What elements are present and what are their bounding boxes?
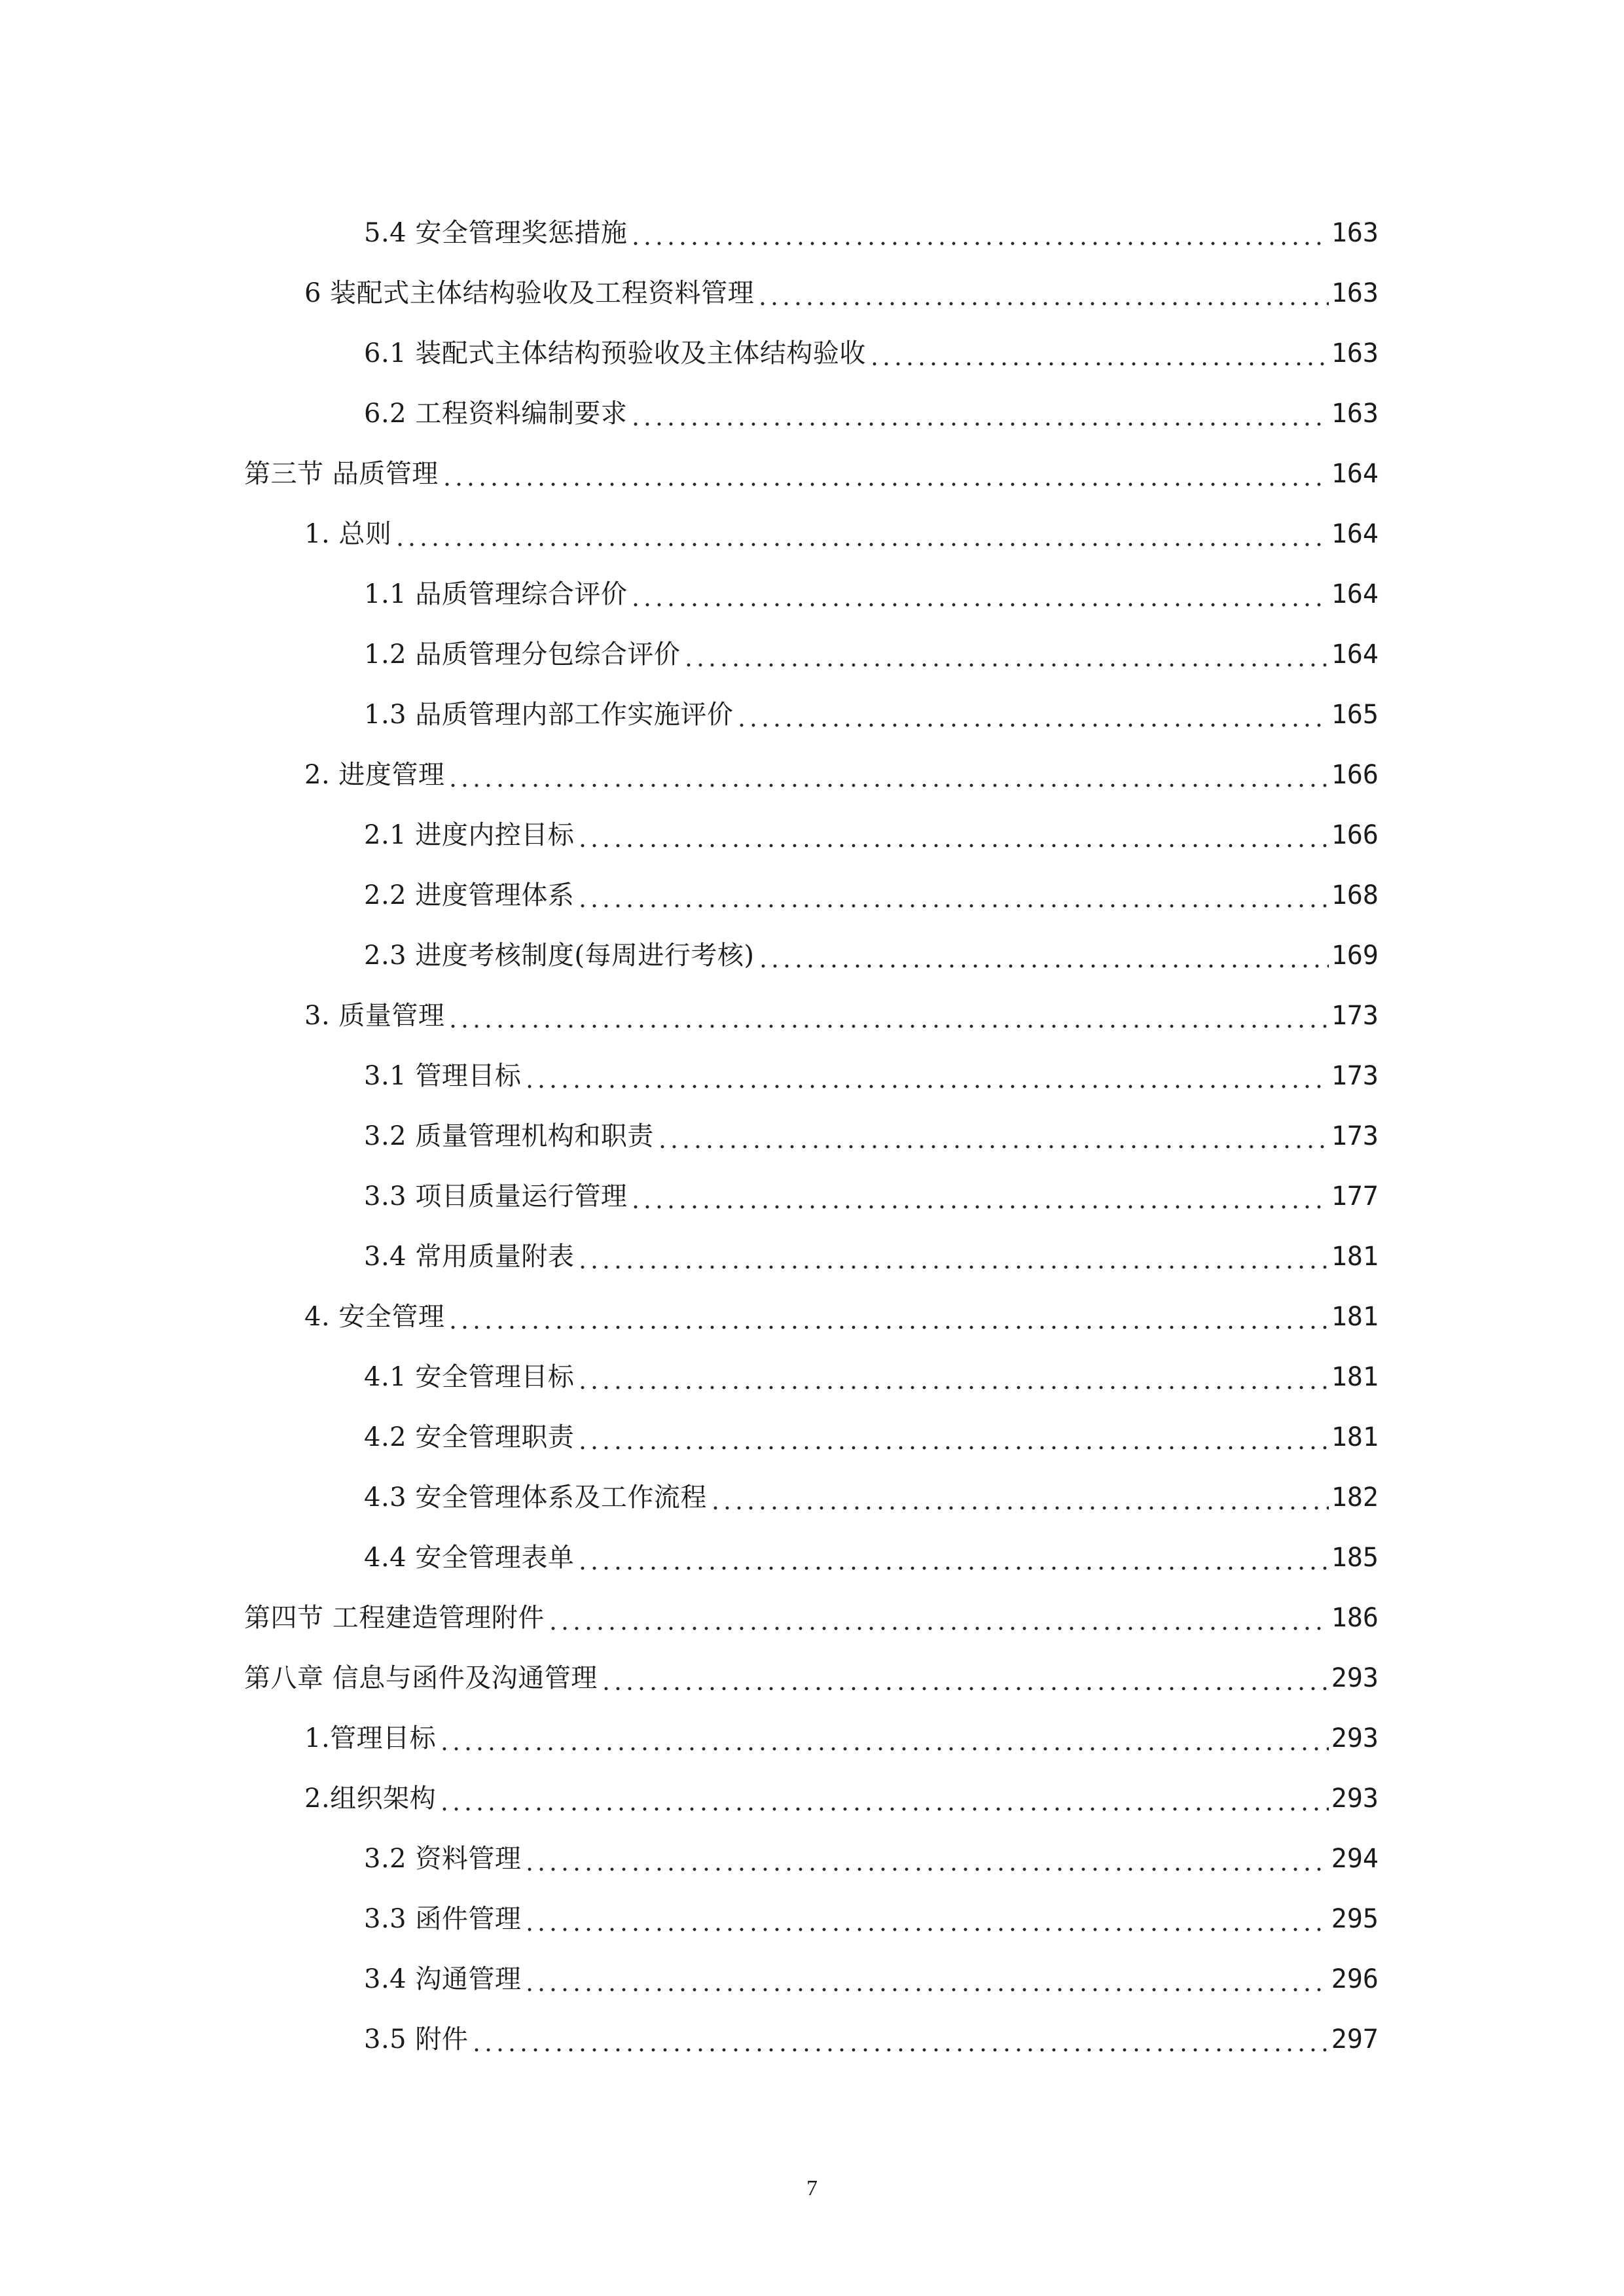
toc-entry-label: 3. 质量管理: [304, 1001, 445, 1031]
toc-entry-label: 2. 进度管理: [304, 760, 445, 790]
toc-entry[interactable]: [0, 504, 1624, 564]
dot-leader: [630, 220, 1328, 246]
dot-leader: [577, 1244, 1328, 1270]
dot-leader: [394, 521, 1328, 547]
toc-entry[interactable]: [0, 1648, 1624, 1708]
dot-leader: [657, 1123, 1329, 1149]
toc-entry-label: 3.2 资料管理: [364, 1844, 522, 1874]
toc-entry-page: 164: [1331, 579, 1379, 609]
toc-entry-label: 4.1 安全管理目标: [364, 1362, 575, 1392]
toc-entry-page: 295: [1331, 1904, 1379, 1934]
toc-entry-label: 第三节 品质管理: [244, 459, 439, 489]
toc-entry-page: 181: [1331, 1242, 1379, 1272]
toc-entry[interactable]: [0, 865, 1624, 925]
dot-leader: [441, 461, 1329, 487]
toc-entry[interactable]: [0, 1768, 1624, 1829]
toc-entry-page: 181: [1331, 1422, 1379, 1452]
toc-entry-label: 1.2 品质管理分包综合评价: [364, 639, 681, 670]
toc-entry-page: 181: [1331, 1362, 1379, 1392]
dot-leader: [577, 1364, 1328, 1390]
toc-entry-label: 第四节 工程建造管理附件: [244, 1603, 545, 1633]
toc-entry[interactable]: [0, 925, 1624, 986]
dot-leader: [869, 340, 1329, 367]
toc-entry-label: 1.管理目标: [304, 1723, 437, 1753]
toc-entry[interactable]: [0, 1949, 1624, 2009]
toc-entry[interactable]: [0, 805, 1624, 865]
toc-entry-page: 163: [1331, 278, 1379, 308]
page-number: 7: [806, 2176, 818, 2200]
toc-entry-label: 6 装配式主体结构验收及工程资料管理: [304, 278, 755, 308]
dot-leader: [524, 1966, 1328, 1992]
toc-entry-page: 166: [1331, 820, 1379, 850]
toc-entry-label: 2.2 进度管理体系: [364, 880, 575, 910]
toc-entry-page: 163: [1331, 218, 1379, 248]
toc-entry[interactable]: [0, 1467, 1624, 1528]
toc-entry-page: 293: [1331, 1723, 1379, 1753]
toc-entry-page: 182: [1331, 1482, 1379, 1513]
toc-entry[interactable]: [0, 685, 1624, 745]
dot-leader: [577, 882, 1328, 908]
toc-entry[interactable]: [0, 1889, 1624, 1949]
toc-entry[interactable]: [0, 1407, 1624, 1467]
toc-entry-label: 3.3 函件管理: [364, 1904, 522, 1934]
toc-entry-page: 186: [1331, 1603, 1379, 1633]
toc-entry[interactable]: [0, 263, 1624, 323]
toc-entry[interactable]: [0, 1287, 1624, 1347]
dot-leader: [630, 581, 1328, 607]
toc-entry-page: 164: [1331, 459, 1379, 489]
toc-entry-label: 3.4 沟通管理: [364, 1964, 522, 1994]
toc-entry[interactable]: [0, 1046, 1624, 1106]
toc-entry-label: 1.3 品质管理内部工作实施评价: [364, 700, 734, 730]
dot-leader: [683, 641, 1328, 668]
toc-entry-page: 163: [1331, 399, 1379, 429]
toc-entry[interactable]: [0, 1227, 1624, 1287]
toc-entry[interactable]: [0, 2009, 1624, 2070]
toc-entry-page: 169: [1331, 941, 1379, 971]
toc-entry-label: 1.1 品质管理综合评价: [364, 579, 628, 609]
toc-entry-label: 5.4 安全管理奖惩措施: [364, 218, 628, 248]
toc-entry-label: 3.4 常用质量附表: [364, 1242, 575, 1272]
dot-leader: [447, 1003, 1328, 1029]
toc-entry-label: 4.2 安全管理职责: [364, 1422, 575, 1452]
dot-leader: [600, 1665, 1329, 1691]
dot-leader: [577, 1424, 1328, 1450]
toc-entry-label: 第八章 信息与函件及沟通管理: [244, 1663, 598, 1693]
toc-entry-page: 164: [1331, 519, 1379, 549]
toc-entry-page: 293: [1331, 1784, 1379, 1814]
toc-entry[interactable]: [0, 564, 1624, 624]
toc-entry-page: 177: [1331, 1181, 1379, 1211]
toc-entry-page: 168: [1331, 880, 1379, 910]
toc-entry[interactable]: [0, 1166, 1624, 1227]
dot-leader: [630, 1183, 1328, 1210]
toc-entry[interactable]: [0, 384, 1624, 444]
toc-entry-page: 297: [1331, 2024, 1379, 2054]
toc-entry[interactable]: [0, 1708, 1624, 1768]
toc-entry-label: 3.1 管理目标: [364, 1061, 522, 1091]
toc-entry[interactable]: [0, 1588, 1624, 1648]
dot-leader: [577, 1545, 1328, 1571]
toc-entry[interactable]: [0, 624, 1624, 685]
dot-leader: [447, 762, 1328, 788]
toc-entry-page: 166: [1331, 760, 1379, 790]
toc-entry-label: 4. 安全管理: [304, 1302, 445, 1332]
dot-leader: [439, 1785, 1329, 1812]
dot-leader: [524, 1846, 1328, 1872]
toc-entry[interactable]: [0, 444, 1624, 504]
toc-entry-page: 181: [1331, 1302, 1379, 1332]
toc-entry-page: 173: [1331, 1001, 1379, 1031]
dot-leader: [757, 280, 1329, 306]
toc-entry-label: 6.1 装配式主体结构预验收及主体结构验收: [364, 338, 866, 368]
dot-leader: [577, 822, 1328, 848]
toc-entry-label: 3.2 质量管理机构和职责: [364, 1121, 654, 1151]
toc-entry-label: 1. 总则: [304, 519, 392, 549]
toc-entry[interactable]: [0, 986, 1624, 1046]
toc-entry-page: 293: [1331, 1663, 1379, 1693]
toc-entry-page: 296: [1331, 1964, 1379, 1994]
toc-entry[interactable]: [0, 1829, 1624, 1889]
toc-entry-label: 2.1 进度内控目标: [364, 820, 575, 850]
toc-entry[interactable]: [0, 745, 1624, 805]
dot-leader: [710, 1484, 1329, 1511]
dot-leader: [524, 1063, 1328, 1089]
toc-entry-page: 173: [1331, 1061, 1379, 1091]
toc-entry-label: 3.5 附件: [364, 2024, 469, 2054]
table-of-contents: [0, 203, 1624, 2070]
toc-entry-label: 4.3 安全管理体系及工作流程: [364, 1482, 707, 1513]
toc-entry[interactable]: [0, 1528, 1624, 1588]
toc-entry-page: 163: [1331, 338, 1379, 368]
toc-entry[interactable]: [0, 1347, 1624, 1407]
dot-leader: [439, 1725, 1329, 1751]
toc-entry[interactable]: [0, 1106, 1624, 1166]
dot-leader: [736, 702, 1328, 728]
toc-entry-label: 3.3 项目质量运行管理: [364, 1181, 628, 1211]
toc-entry-label: 2.3 进度考核制度(每周进行考核): [364, 941, 755, 971]
toc-entry-page: 294: [1331, 1844, 1379, 1874]
toc-entry[interactable]: [0, 323, 1624, 384]
dot-leader: [447, 1304, 1328, 1330]
dot-leader: [547, 1605, 1329, 1631]
toc-entry-page: 173: [1331, 1121, 1379, 1151]
dot-leader: [471, 2026, 1328, 2053]
toc-entry-page: 165: [1331, 700, 1379, 730]
dot-leader: [524, 1906, 1328, 1932]
toc-entry-label: 2.组织架构: [304, 1784, 437, 1814]
dot-leader: [630, 401, 1328, 427]
toc-entry-page: 164: [1331, 639, 1379, 670]
toc-entry-page: 185: [1331, 1543, 1379, 1573]
toc-entry-label: 6.2 工程资料编制要求: [364, 399, 628, 429]
dot-leader: [757, 942, 1329, 969]
toc-entry-label: 4.4 安全管理表单: [364, 1543, 575, 1573]
toc-entry[interactable]: [0, 203, 1624, 263]
